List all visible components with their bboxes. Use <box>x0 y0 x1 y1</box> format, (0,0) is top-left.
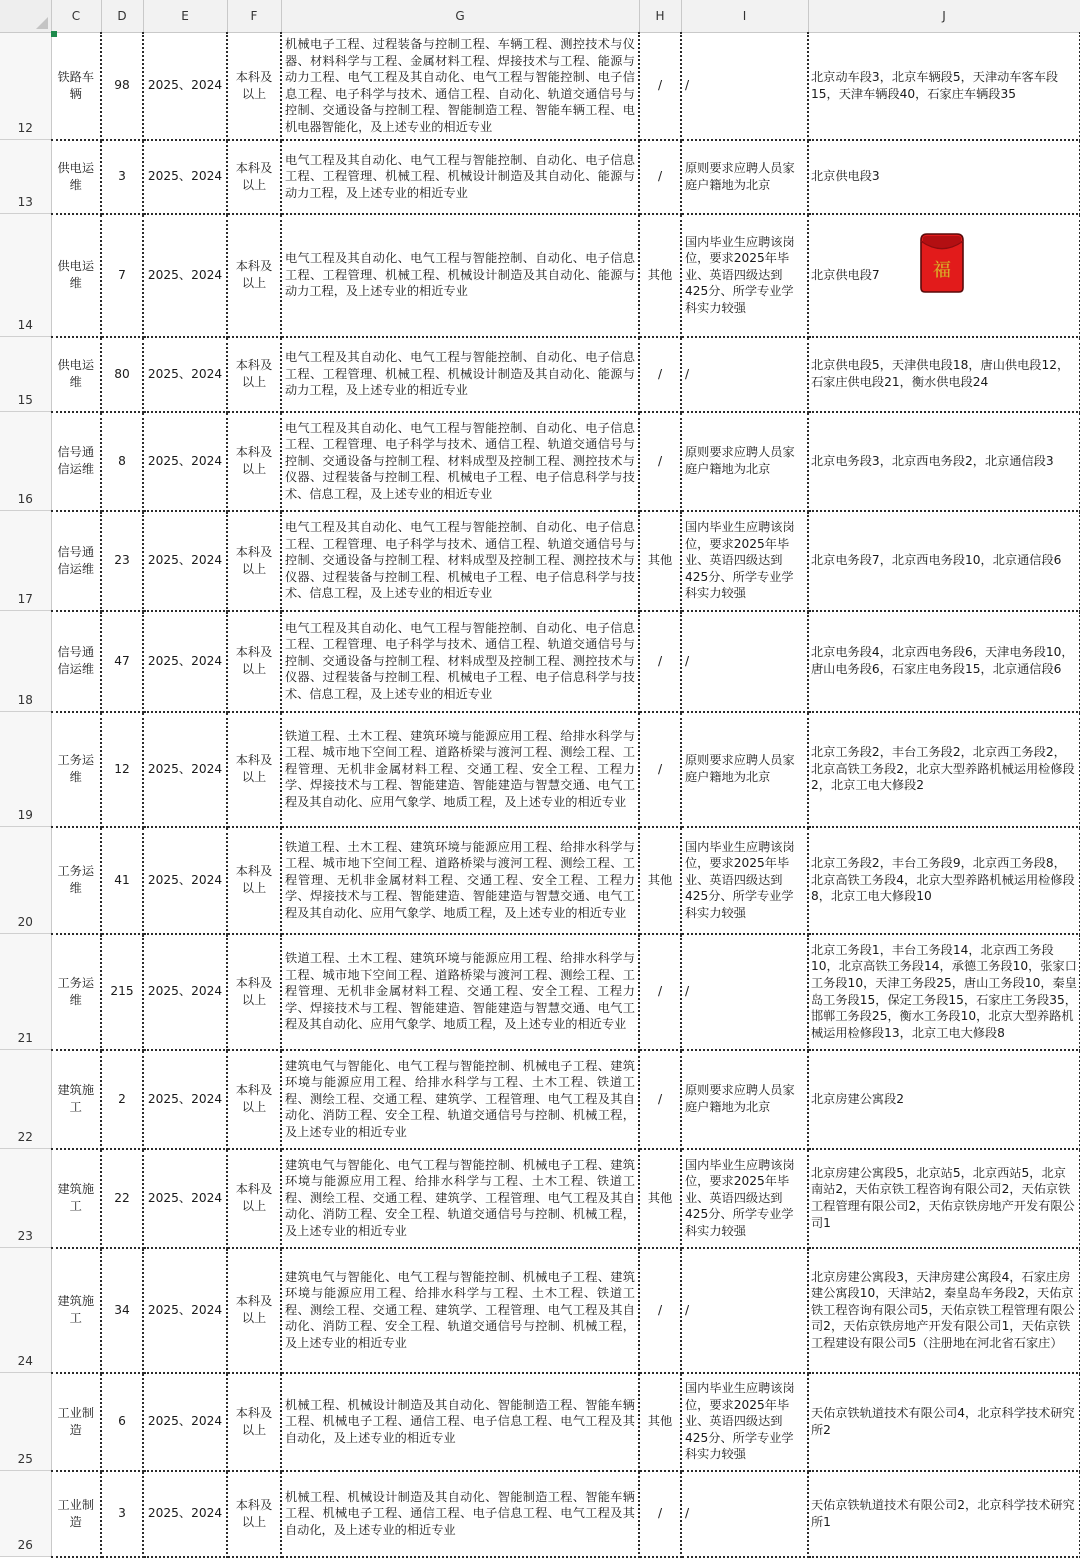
other-cell[interactable]: 其他 <box>639 1373 681 1471</box>
category-cell[interactable]: 供电运维 <box>51 140 101 214</box>
requirement-cell[interactable]: 国内毕业生应聘该岗位，要求2025年毕业、英语四级达到425分、所学专业学科实力较强 <box>681 214 808 337</box>
units-cell[interactable]: 北京动车段3，北京车辆段5，天津动车客车段15，天津车辆段40，石家庄车辆段35 <box>808 33 1080 140</box>
table-row <box>0 611 1080 712</box>
years-cell[interactable]: 2025、2024 <box>143 337 227 412</box>
row-number[interactable]: 15 <box>0 337 51 412</box>
education-cell[interactable]: 本科及以上 <box>227 611 281 712</box>
column-header[interactable]: C <box>51 0 101 33</box>
row-number[interactable]: 23 <box>0 1149 51 1248</box>
requirement-cell[interactable]: 原则要求应聘人员家庭户籍地为北京 <box>681 1050 808 1149</box>
education-cell[interactable]: 本科及以上 <box>227 1248 281 1373</box>
other-cell[interactable]: 其他 <box>639 511 681 611</box>
majors-cell[interactable]: 电气工程及其自动化、电气工程与智能控制、自动化、电子信息工程、工程管理、机械工程、机械设计制造及其自动化、能源与动力工程，及上述专业的相近专业 <box>281 214 639 337</box>
units-cell[interactable]: 北京供电段7 <box>808 214 1080 337</box>
count-cell[interactable]: 7 <box>101 214 143 337</box>
requirement-cell[interactable]: 原则要求应聘人员家庭户籍地为北京 <box>681 712 808 827</box>
count-cell[interactable]: 215 <box>101 934 143 1050</box>
years-cell[interactable]: 2025、2024 <box>143 1471 227 1557</box>
row-number[interactable]: 19 <box>0 712 51 827</box>
majors-cell[interactable]: 铁道工程、土木工程、建筑环境与能源应用工程、给排水科学与工程、城市地下空间工程、道路桥梁与渡河工程、测绘工程、工程管理、无机非金属材料工程、交通工程、安全工程、工程力学、焊接技术与工程、智能建造、智能建造与智慧交通、电气工程及其自动化、应用气象学、地质工程，及上述专业的相近专业 <box>281 827 639 934</box>
education-cell[interactable]: 本科及以上 <box>227 827 281 934</box>
category-cell[interactable]: 铁路车辆 <box>51 33 101 140</box>
years-cell[interactable]: 2025、2024 <box>143 611 227 712</box>
years-cell[interactable]: 2025、2024 <box>143 214 227 337</box>
other-cell[interactable]: / <box>639 1471 681 1557</box>
select-all-corner[interactable] <box>0 0 51 33</box>
table-row <box>0 827 1080 934</box>
requirement-cell[interactable]: 原则要求应聘人员家庭户籍地为北京 <box>681 412 808 511</box>
row-number[interactable]: 20 <box>0 827 51 934</box>
category-cell[interactable]: 工业制造 <box>51 1471 101 1557</box>
requirement-cell[interactable]: 国内毕业生应聘该岗位，要求2025年毕业、英语四级达到425分、所学专业学科实力较强 <box>681 511 808 611</box>
category-cell[interactable]: 建筑施工 <box>51 1248 101 1373</box>
requirement-cell[interactable]: / <box>681 33 808 140</box>
row-number[interactable]: 12 <box>0 33 51 140</box>
category-cell[interactable]: 建筑施工 <box>51 1050 101 1149</box>
units-cell[interactable]: 北京房建公寓段5，北京站5，北京西站5，北京南站2，天佑京铁工程咨询有限公司2，天佑京铁工程管理有限公司2，天佑京铁房地产开发有限公司1 <box>808 1149 1080 1248</box>
units-cell[interactable]: 天佑京铁轨道技术有限公司4，北京科学技术研究所2 <box>808 1373 1080 1471</box>
units-cell[interactable]: 北京供电段3 <box>808 140 1080 214</box>
table-row <box>0 1373 1080 1471</box>
majors-cell[interactable]: 机械工程、机械设计制造及其自动化、智能制造工程、智能车辆工程、机械电子工程、通信工程、电子信息工程、电气工程及其自动化，及上述专业的相近专业 <box>281 1373 639 1471</box>
row-number[interactable]: 14 <box>0 214 51 337</box>
units-cell[interactable]: 北京工务段2，丰台工务段9，北京西工务段8，北京高铁工务段4，北京大型养路机械运用检修段8，北京工电大修段10 <box>808 827 1080 934</box>
row-number[interactable]: 18 <box>0 611 51 712</box>
education-cell[interactable]: 本科及以上 <box>227 337 281 412</box>
requirement-cell[interactable]: / <box>681 337 808 412</box>
category-cell[interactable]: 工务运维 <box>51 712 101 827</box>
count-cell[interactable]: 80 <box>101 337 143 412</box>
category-cell[interactable]: 工务运维 <box>51 934 101 1050</box>
majors-cell[interactable]: 机械电子工程、过程装备与控制工程、车辆工程、测控技术与仪器、材料科学与工程、金属材料工程、焊接技术与工程、能源与动力工程、电气工程及其自动化、电气工程与智能控制、电子信息工程、电子科学与技术、通信工程、自动化、轨道交通信号与控制、交通设备与控制工程、智能制造工程、智能车辆工程、电机电器智能化，及上述专业的相近专业 <box>281 33 639 140</box>
units-cell[interactable]: 北京工务段1，丰台工务段14，北京西工务段10，北京高铁工务段14，承德工务段10，张家口工务段10，天津工务段25，唐山工务段10，秦皇岛工务段15，保定工务段15，石家庄工务段35，邯郸工务段25，衡水工务段10，北京大型养路机械运用检修段13，北京工电大修段8 <box>808 934 1080 1050</box>
category-cell[interactable]: 供电运维 <box>51 214 101 337</box>
requirement-cell[interactable]: / <box>681 934 808 1050</box>
table-row <box>0 140 1080 214</box>
education-cell[interactable]: 本科及以上 <box>227 511 281 611</box>
majors-cell[interactable]: 电气工程及其自动化、电气工程与智能控制、自动化、电子信息工程、工程管理、机械工程、机械设计制造及其自动化、能源与动力工程，及上述专业的相近专业 <box>281 337 639 412</box>
majors-cell[interactable]: 铁道工程、土木工程、建筑环境与能源应用工程、给排水科学与工程、城市地下空间工程、道路桥梁与渡河工程、测绘工程、工程管理、无机非金属材料工程、交通工程、安全工程、工程力学、焊接技术与工程、智能建造、智能建造与智慧交通、电气工程及其自动化、应用气象学、地质工程，及上述专业的相近专业 <box>281 712 639 827</box>
years-cell[interactable]: 2025、2024 <box>143 33 227 140</box>
requirement-cell[interactable]: / <box>681 1248 808 1373</box>
other-cell[interactable]: / <box>639 140 681 214</box>
years-cell[interactable]: 2025、2024 <box>143 827 227 934</box>
category-cell[interactable]: 供电运维 <box>51 337 101 412</box>
count-cell[interactable]: 34 <box>101 1248 143 1373</box>
row-number[interactable]: 21 <box>0 934 51 1050</box>
requirement-cell[interactable]: 国内毕业生应聘该岗位，要求2025年毕业、英语四级达到425分、所学专业学科实力较强 <box>681 1373 808 1471</box>
category-cell[interactable]: 工业制造 <box>51 1373 101 1471</box>
count-cell[interactable]: 3 <box>101 140 143 214</box>
years-cell[interactable]: 2025、2024 <box>143 934 227 1050</box>
majors-cell[interactable]: 电气工程及其自动化、电气工程与智能控制、自动化、电子信息工程、工程管理、电子科学与技术、通信工程、轨道交通信号与控制、交通设备与控制工程、材料成型及控制工程、测控技术与仪器、过程装备与控制工程、机械电子工程、电子信息科学与技术、信息工程，及上述专业的相近专业 <box>281 511 639 611</box>
column-header[interactable]: G <box>281 0 639 33</box>
count-cell[interactable]: 3 <box>101 1471 143 1557</box>
table-row <box>0 337 1080 412</box>
column-header[interactable]: J <box>808 0 1080 33</box>
education-cell[interactable]: 本科及以上 <box>227 412 281 511</box>
units-cell[interactable]: 北京电务段4，北京西电务段6，天津电务段10，唐山电务段6，石家庄电务段15，北京通信段6 <box>808 611 1080 712</box>
row-number[interactable]: 25 <box>0 1373 51 1471</box>
row-number[interactable]: 24 <box>0 1248 51 1373</box>
count-cell[interactable]: 6 <box>101 1373 143 1471</box>
majors-cell[interactable]: 建筑电气与智能化、电气工程与智能控制、机械电子工程、建筑环境与能源应用工程、给排水科学与工程、土木工程、铁道工程、测绘工程、交通工程、建筑学、工程管理、电气工程及其自动化、消防工程、安全工程、轨道交通信号与控制、机械工程，及上述专业的相近专业 <box>281 1248 639 1373</box>
column-header[interactable]: E <box>143 0 227 33</box>
count-cell[interactable]: 47 <box>101 611 143 712</box>
other-cell[interactable]: 其他 <box>639 827 681 934</box>
other-cell[interactable]: 其他 <box>639 214 681 337</box>
other-cell[interactable]: / <box>639 611 681 712</box>
table-row <box>0 1149 1080 1248</box>
requirement-cell[interactable]: / <box>681 1471 808 1557</box>
category-cell[interactable]: 建筑施工 <box>51 1149 101 1248</box>
education-cell[interactable]: 本科及以上 <box>227 33 281 140</box>
count-cell[interactable]: 8 <box>101 412 143 511</box>
education-cell[interactable]: 本科及以上 <box>227 1149 281 1248</box>
other-cell[interactable]: / <box>639 412 681 511</box>
table-row <box>0 1248 1080 1373</box>
years-cell[interactable]: 2025、2024 <box>143 511 227 611</box>
majors-cell[interactable]: 建筑电气与智能化、电气工程与智能控制、机械电子工程、建筑环境与能源应用工程、给排水科学与工程、土木工程、铁道工程、测绘工程、交通工程、建筑学、工程管理、电气工程及其自动化、消防工程、安全工程、轨道交通信号与控制、机械工程，及上述专业的相近专业 <box>281 1149 639 1248</box>
other-cell[interactable]: / <box>639 337 681 412</box>
units-cell[interactable]: 北京电务段3，北京西电务段2，北京通信段3 <box>808 412 1080 511</box>
count-cell[interactable]: 12 <box>101 712 143 827</box>
majors-cell[interactable]: 电气工程及其自动化、电气工程与智能控制、自动化、电子信息工程、工程管理、机械工程、机械设计制造及其自动化、能源与动力工程，及上述专业的相近专业 <box>281 140 639 214</box>
requirement-cell[interactable]: 国内毕业生应聘该岗位，要求2025年毕业、英语四级达到425分、所学专业学科实力较强 <box>681 1149 808 1248</box>
years-cell[interactable]: 2025、2024 <box>143 1149 227 1248</box>
column-header[interactable]: F <box>227 0 281 33</box>
education-cell[interactable]: 本科及以上 <box>227 140 281 214</box>
education-cell[interactable]: 本科及以上 <box>227 1050 281 1149</box>
years-cell[interactable]: 2025、2024 <box>143 712 227 827</box>
education-cell[interactable]: 本科及以上 <box>227 934 281 1050</box>
fu-glyph: 福 <box>933 260 951 281</box>
education-cell[interactable]: 本科及以上 <box>227 712 281 827</box>
years-cell[interactable]: 2025、2024 <box>143 1248 227 1373</box>
units-cell[interactable]: 北京房建公寓段2 <box>808 1050 1080 1149</box>
category-cell[interactable]: 工务运维 <box>51 827 101 934</box>
other-cell[interactable]: / <box>639 934 681 1050</box>
column-header[interactable]: I <box>681 0 808 33</box>
other-cell[interactable]: / <box>639 712 681 827</box>
other-cell[interactable]: / <box>639 1050 681 1149</box>
table-row <box>0 934 1080 1050</box>
column-header-row <box>0 0 1080 33</box>
row-number[interactable]: 17 <box>0 511 51 611</box>
table-row <box>0 1471 1080 1557</box>
table-row <box>0 33 1080 140</box>
units-cell[interactable]: 北京电务段7，北京西电务段10，北京通信段6 <box>808 511 1080 611</box>
requirement-cell[interactable]: 原则要求应聘人员家庭户籍地为北京 <box>681 140 808 214</box>
category-cell[interactable]: 信号通信运维 <box>51 611 101 712</box>
category-cell[interactable]: 信号通信运维 <box>51 511 101 611</box>
table-row <box>0 712 1080 827</box>
column-header[interactable]: D <box>101 0 143 33</box>
count-cell[interactable]: 22 <box>101 1149 143 1248</box>
requirement-cell[interactable]: / <box>681 611 808 712</box>
years-cell[interactable]: 2025、2024 <box>143 1373 227 1471</box>
selection-handle[interactable] <box>51 31 57 37</box>
row-number[interactable]: 13 <box>0 140 51 214</box>
education-cell[interactable]: 本科及以上 <box>227 1471 281 1557</box>
units-cell[interactable]: 天佑京铁轨道技术有限公司2，北京科学技术研究所1 <box>808 1471 1080 1557</box>
count-cell[interactable]: 98 <box>101 33 143 140</box>
requirement-cell[interactable]: 国内毕业生应聘该岗位，要求2025年毕业、英语四级达到425分、所学专业学科实力较强 <box>681 827 808 934</box>
row-number[interactable]: 22 <box>0 1050 51 1149</box>
units-cell[interactable]: 北京房建公寓段3，天津房建公寓段4，石家庄房建公寓段10，天津站2，秦皇岛车务段2，天佑京铁工程咨询有限公司5，天佑京铁工程管理有限公司2，天佑京铁房地产开发有限公司1，天佑京铁工程建设有限公司5（注册地在河北省石家庄） <box>808 1248 1080 1373</box>
other-cell[interactable]: / <box>639 1248 681 1373</box>
majors-cell[interactable]: 电气工程及其自动化、电气工程与智能控制、自动化、电子信息工程、工程管理、电子科学与技术、通信工程、轨道交通信号与控制、交通设备与控制工程、材料成型及控制工程、测控技术与仪器、过程装备与控制工程、机械电子工程、电子信息科学与技术、信息工程，及上述专业的相近专业 <box>281 611 639 712</box>
other-cell[interactable]: / <box>639 33 681 140</box>
units-cell[interactable]: 北京供电段5，天津供电段18，唐山供电段12，石家庄供电段21，衡水供电段24 <box>808 337 1080 412</box>
other-cell[interactable]: 其他 <box>639 1149 681 1248</box>
majors-cell[interactable]: 机械工程、机械设计制造及其自动化、智能制造工程、智能车辆工程、机械电子工程、通信工程、电子信息工程、电气工程及其自动化，及上述专业的相近专业 <box>281 1471 639 1557</box>
majors-cell[interactable]: 电气工程及其自动化、电气工程与智能控制、自动化、电子信息工程、工程管理、电子科学与技术、通信工程、轨道交通信号与控制、交通设备与控制工程、材料成型及控制工程、测控技术与仪器、过程装备与控制工程、机械电子工程、电子信息科学与技术、信息工程，及上述专业的相近专业 <box>281 412 639 511</box>
majors-cell[interactable]: 建筑电气与智能化、电气工程与智能控制、机械电子工程、建筑环境与能源应用工程、给排水科学与工程、土木工程、铁道工程、测绘工程、交通工程、建筑学、工程管理、电气工程及其自动化、消防工程、安全工程、轨道交通信号与控制、机械工程，及上述专业的相近专业 <box>281 1050 639 1149</box>
majors-cell[interactable]: 铁道工程、土木工程、建筑环境与能源应用工程、给排水科学与工程、城市地下空间工程、道路桥梁与渡河工程、测绘工程、工程管理、无机非金属材料工程、交通工程、安全工程、工程力学、焊接技术与工程、智能建造、智能建造与智慧交通、电气工程及其自动化、应用气象学、地质工程，及上述专业的相近专业 <box>281 934 639 1050</box>
education-cell[interactable]: 本科及以上 <box>227 1373 281 1471</box>
education-cell[interactable]: 本科及以上 <box>227 214 281 337</box>
column-header[interactable]: H <box>639 0 681 33</box>
row-number[interactable]: 26 <box>0 1471 51 1557</box>
years-cell[interactable]: 2025、2024 <box>143 412 227 511</box>
table-row <box>0 511 1080 611</box>
years-cell[interactable]: 2025、2024 <box>143 1050 227 1149</box>
table-row <box>0 412 1080 511</box>
count-cell[interactable]: 41 <box>101 827 143 934</box>
row-number[interactable]: 16 <box>0 412 51 511</box>
years-cell[interactable]: 2025、2024 <box>143 140 227 214</box>
count-cell[interactable]: 23 <box>101 511 143 611</box>
category-cell[interactable]: 信号通信运维 <box>51 412 101 511</box>
units-cell[interactable]: 北京工务段2，丰台工务段2，北京西工务段2，北京高铁工务段2，北京大型养路机械运用检修段2，北京工电大修段2 <box>808 712 1080 827</box>
table-row <box>0 1050 1080 1149</box>
red-envelope-sticker <box>917 232 967 294</box>
count-cell[interactable]: 2 <box>101 1050 143 1149</box>
